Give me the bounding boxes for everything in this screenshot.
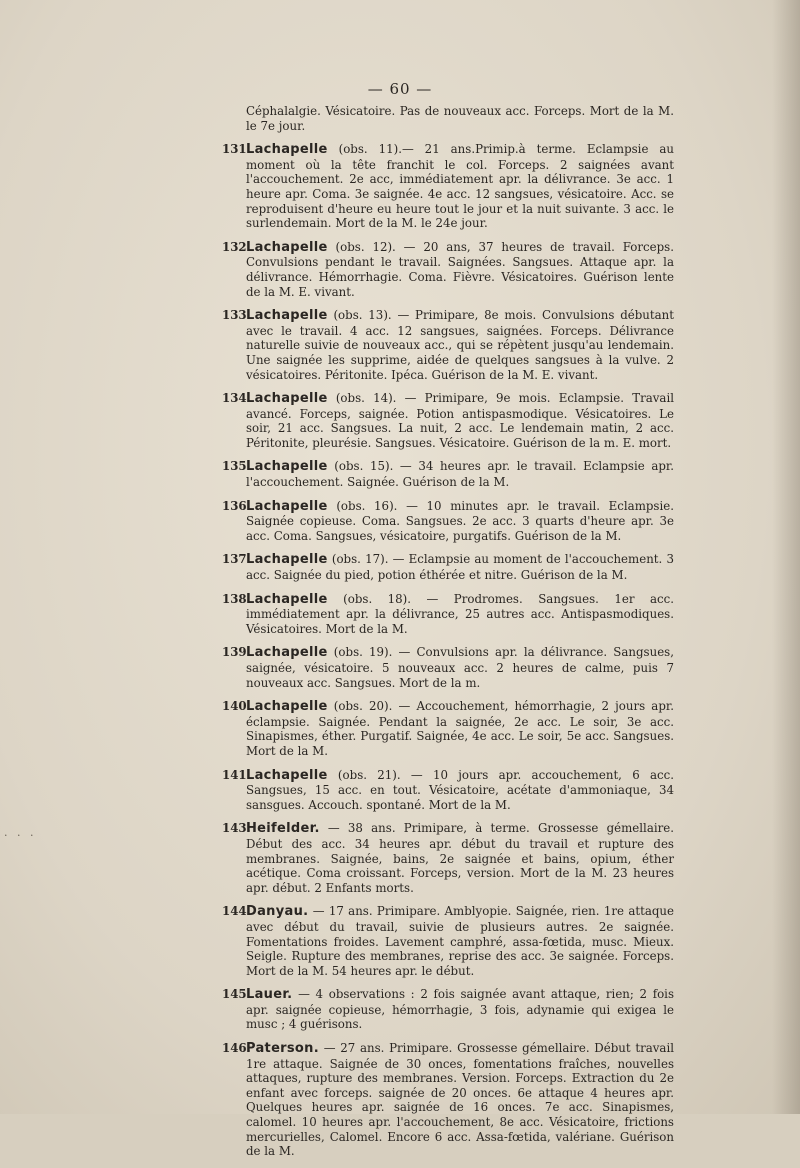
observation-entry (222, 904, 674, 978)
entry-number: 136. (222, 498, 251, 513)
observation-entry (222, 499, 674, 544)
author-name: Lachapelle (246, 308, 328, 324)
entry-number: 146. (222, 1041, 251, 1056)
entry-text: — 38 ans. Primipare, à terme. Grossesse gémellaire. Début des acc. 34 heures apr. début du travail et rupture des membranes. Saignée, bains, 2e saignée et bains, opium, éther acétique. Coma croissant. Forceps, version. Mort de la M. 23 heures apr. début. 2 Enfants morts. (246, 821, 674, 895)
entry-number: 132. (222, 239, 251, 254)
page-number: — 60 — (367, 80, 433, 98)
author-name: Danyau. (246, 904, 309, 920)
entry-number: 140. (222, 699, 251, 714)
observation-entry (222, 592, 674, 637)
entry-number: 137. (222, 552, 251, 567)
author-name: Lachapelle (246, 391, 328, 407)
entry-number: 133. (222, 308, 251, 323)
author-name: Paterson. (246, 1041, 319, 1057)
author-name: Heifelder. (246, 821, 320, 837)
author-name: Lachapelle (246, 699, 328, 715)
observation-entry (222, 699, 674, 758)
entry-text: (obs. 11).— 21 ans.Primip.à terme. Eclampsie au moment où la tête franchit le col. Forceps. 2 saignées avant l'accouchement. 2e acc, immédiatement apr. la délivrance. 3e acc. 1 heure apr. Coma. 3e saignée. 4e acc. 12 sangsues, vésicatoire. Acc. se reproduisent d'heure eu heure tout le jour et la nuit suivante. 3 acc. le surlendemain. Mort de la M. le 24e jour. (246, 142, 674, 231)
entry-text: (obs. 20). — Accouchement, hémorrhagie, 2 jours apr. éclampsie. Saignée. Pendant la saignée, 2e acc. Le soir, 3e acc. Sinapismes, éther. Purgatif. Saignée, 4e acc. Le soir, 5e acc. Sangsues. Mort de la M. (246, 699, 674, 758)
entry-number: 139. (222, 645, 251, 660)
entry-text: (obs. 12). — 20 ans, 37 heures de travail. Forceps. Convulsions pendant le travail. Saignées. Sangsues. Attaque apr. la délivrance. Hémorrhagie. Coma. Fièvre. Vésicatoires. Guérison lente de la M. E. vivant. (246, 239, 674, 299)
observation-entry (222, 240, 674, 299)
observation-entry (222, 552, 674, 582)
observation-entry (222, 768, 674, 813)
continuation-paragraph: Céphalalgie. Vésicatoire. Pas de nouveaux acc. Forceps. Mort de la M. le 7e jour. (246, 104, 674, 133)
entry-text: (obs. 21). — 10 jours apr. accouchement, 6 acc. Sangsues, 15 acc. en tout. Vésicatoire, acétate d'ammoniaque, 34 sansgues. Accouch. spontané. Mort de la M. (246, 767, 674, 812)
entry-text: (obs. 13). — Primipare, 8e mois. Convulsions débutant avec le travail. 4 acc. 12 sangsues, saignées. Forceps. Délivrance naturelle suivie de nouveaux acc., qui se répètent jusqu'au lendemain. Une saignée les supprime, aidée de quelques sangsues à la vulve. 2 vésicatoires. Péritonite. Ipéca. Guérison de la M. E. vivant. (246, 308, 674, 382)
entry-text: — 4 observations : 2 fois saignée avant attaque, rien; 2 fois apr. saignée copieuse, hémorrhagie, 3 fois, adynamie qui exigea le musc ; 4 guérisons. (246, 987, 674, 1032)
entry-text: (obs. 15). — 34 heures apr. le travail. Eclampsie apr. l'accouchement. Saignée. Guérison de la M. (246, 459, 674, 490)
entry-text: (obs. 18). — Prodromes. Sangsues. 1er acc. immédiatement apr. la délivrance, 25 autres acc. Antispasmodiques. Vésicatoires. Mort de la M. (246, 591, 674, 636)
author-name: Lachapelle (246, 552, 328, 568)
entry-text: (obs. 19). — Convulsions apr. la délivrance. Sangsues, saignée, vésicatoire. 5 nouveaux acc. 2 heures de calme, puis 7 nouveaux acc. Sangsues. Mort de la m. (246, 645, 674, 690)
author-name: Lachapelle (246, 645, 328, 661)
author-name: Lauer. (246, 987, 293, 1003)
page-body (222, 104, 674, 1168)
page-edge-shadow (772, 0, 800, 1114)
author-name: Lachapelle (246, 498, 328, 514)
entry-number: 134. (222, 391, 251, 406)
entry-number: 138. (222, 591, 251, 606)
observation-entry (222, 142, 674, 231)
margin-dots: . . . (4, 826, 37, 839)
observation-entry (222, 459, 674, 489)
observation-entry (222, 1041, 674, 1159)
author-name: Lachapelle (246, 459, 328, 475)
observation-entry (222, 821, 674, 895)
entry-number: 131. (222, 142, 251, 157)
author-name: Lachapelle (246, 591, 328, 607)
entry-text: — 17 ans. Primipare. Amblyopie. Saignée, rien. 1re attaque avec début du travail, suivie de plusieurs autres. 2e saignée. Fomentations froides. Lavement camphré, assa-fœtida, musc. Mieux. Seigle. Rupture des membranes, reprise des acc. 3e saignée. Forceps. Mort de la M. 54 heures apr. le début. (246, 904, 674, 978)
observation-entry (222, 645, 674, 690)
entry-number: 143. (222, 821, 251, 836)
entry-number: 141. (222, 767, 251, 782)
observation-list (222, 142, 674, 1159)
observation-entry (222, 987, 674, 1032)
author-name: Lachapelle (246, 767, 328, 783)
entry-number: 144. (222, 904, 251, 919)
entry-number: 145. (222, 987, 251, 1002)
author-name: Lachapelle (246, 239, 328, 255)
entry-text: (obs. 17). — Eclampsie au moment de l'accouchement. 3 acc. Saignée du pied, potion éthérée et nitre. Guérison de la M. (246, 552, 674, 583)
entry-text: (obs. 16). — 10 minutes apr. le travail. Eclampsie. Saignée copieuse. Coma. Sangsues. 2e acc. 3 quarts d'heure apr. 3e acc. Coma. Sangsues, vésicatoire, purgatifs. Guérison de la M. (246, 498, 674, 543)
observation-entry (222, 308, 674, 382)
author-name: Lachapelle (246, 142, 328, 158)
entry-text: — 27 ans. Primipare. Grossesse gémellaire. Début travail 1re attaque. Saignée de 30 onces, fomentations fraîches, nouvelles attaques, rupture des membranes. Version. Forceps. Extraction du 2e enfant avec forceps. saignée de 20 onces. 6e attaque 4 heures apr. Quelques heures apr. saignée de 16 onces. 7e acc. Sinapismes, calomel. 10 heures apr. l'accouchement, 8e acc. Vésicatoire, frictions mercurielles, Calomel. Encore 6 acc. Assa-fœtida, valériane. Guérison de la M. (246, 1041, 674, 1159)
entry-number: 135. (222, 459, 251, 474)
observation-entry (222, 391, 674, 450)
entry-text: (obs. 14). — Primipare, 9e mois. Eclampsie. Travail avancé. Forceps, saignée. Potion antispasmodique. Vésicatoires. Le soir, 21 acc. Sangsues. La nuit, 2 acc. Le lendemain matin, 2 acc. Péritonite, pleurésie. Sangsues. Vésicatoire. Guérison de la m. E. mort. (246, 391, 674, 450)
